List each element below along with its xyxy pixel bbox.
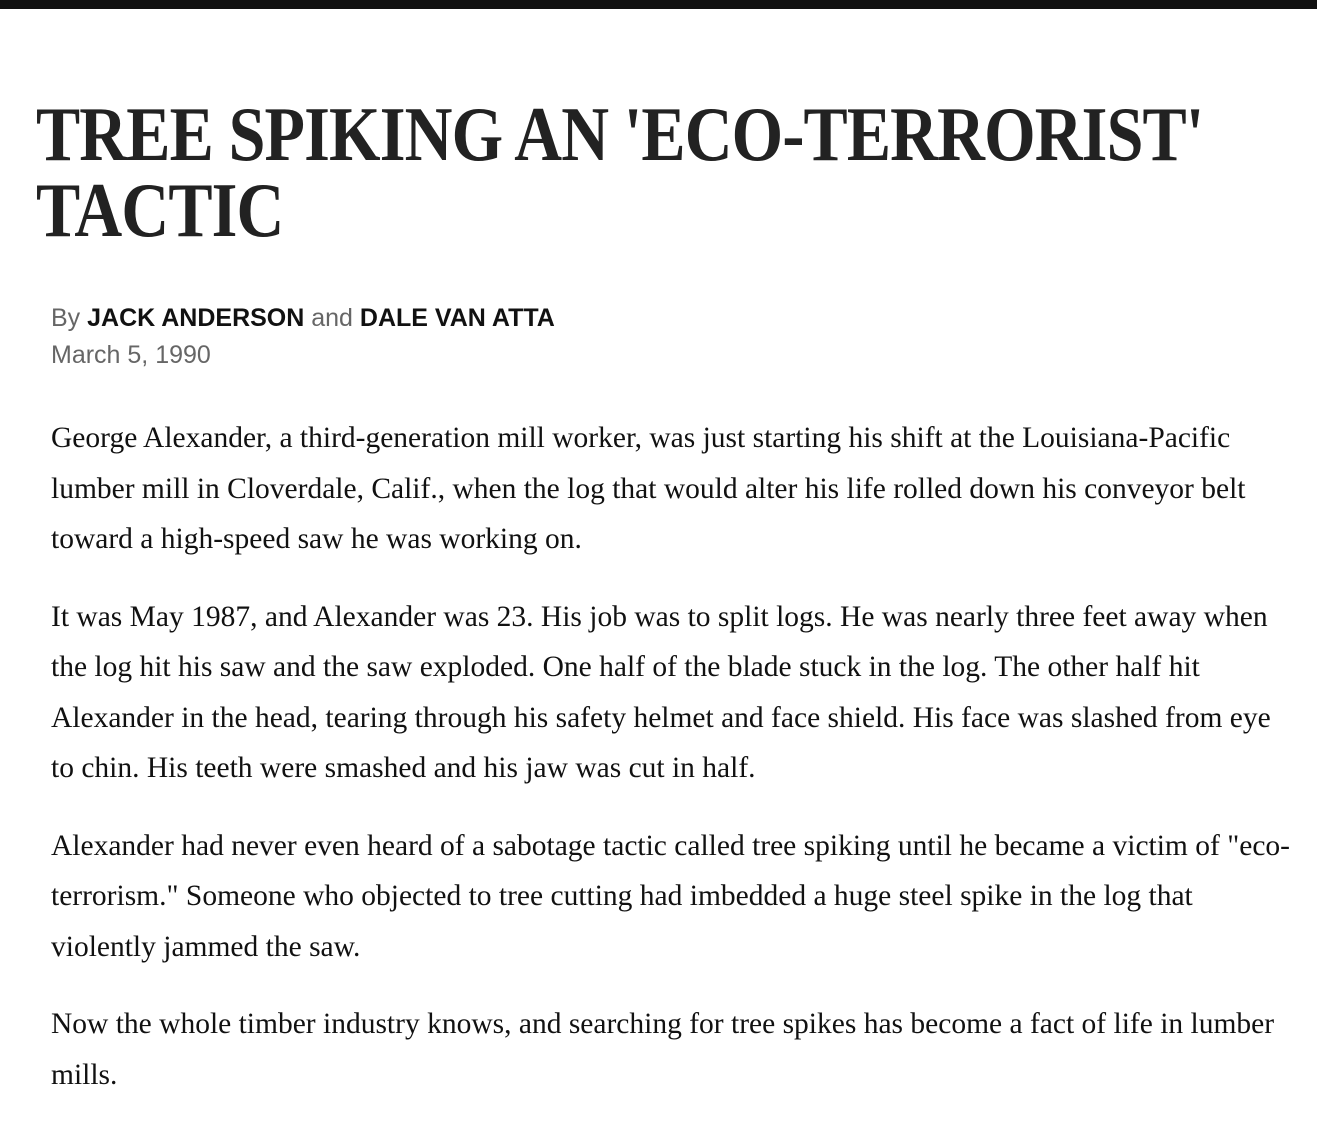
top-bar	[0, 0, 1317, 9]
headline	[36, 91, 1204, 253]
author-link-jack-anderson[interactable]: JACK ANDERSON	[87, 304, 305, 332]
byline	[51, 303, 555, 333]
paragraph-1: George Alexander, a third-generation mill worker, was just starting his shift at the Louisiana-Pacific lumber mill in Cloverdale, Calif., when the log that would alter his life rolled down his conveyor belt toward a high-speed saw he was working on.	[51, 422, 1246, 555]
paragraph-4: Now the whole timber industry knows, and searching for tree spikes has become a fact of life in lumber mills.	[51, 1008, 1275, 1091]
byline-prefix: By	[51, 304, 81, 332]
article-body	[51, 413, 1301, 1127]
headline-line-1: TREE SPIKING AN 'ECO-TERRORIST'	[36, 91, 1204, 177]
byline-conjunction: and	[311, 304, 353, 332]
headline-line-2: TACTIC	[36, 167, 284, 253]
paragraph-3: Alexander had never even heard of a sabotage tactic called tree spiking until he became a victim of "eco-terrorism." Someone who objected to tree cutting had imbedded a huge steel spike in the log that violently jammed the saw.	[51, 829, 1290, 963]
publish-date: March 5, 1990	[51, 341, 211, 369]
author-link-dale-van-atta[interactable]: DALE VAN ATTA	[359, 304, 555, 332]
paragraph-2: It was May 1987, and Alexander was 23. His job was to split logs. He was nearly three feet away when the log hit his saw and the saw exploded. One half of the blade stuck in the log. The other half hit Alexander in the head, tearing through his safety helmet and face shield. His face was slashed from eye to chin. His teeth were smashed and his jaw was cut in half.	[51, 600, 1271, 784]
